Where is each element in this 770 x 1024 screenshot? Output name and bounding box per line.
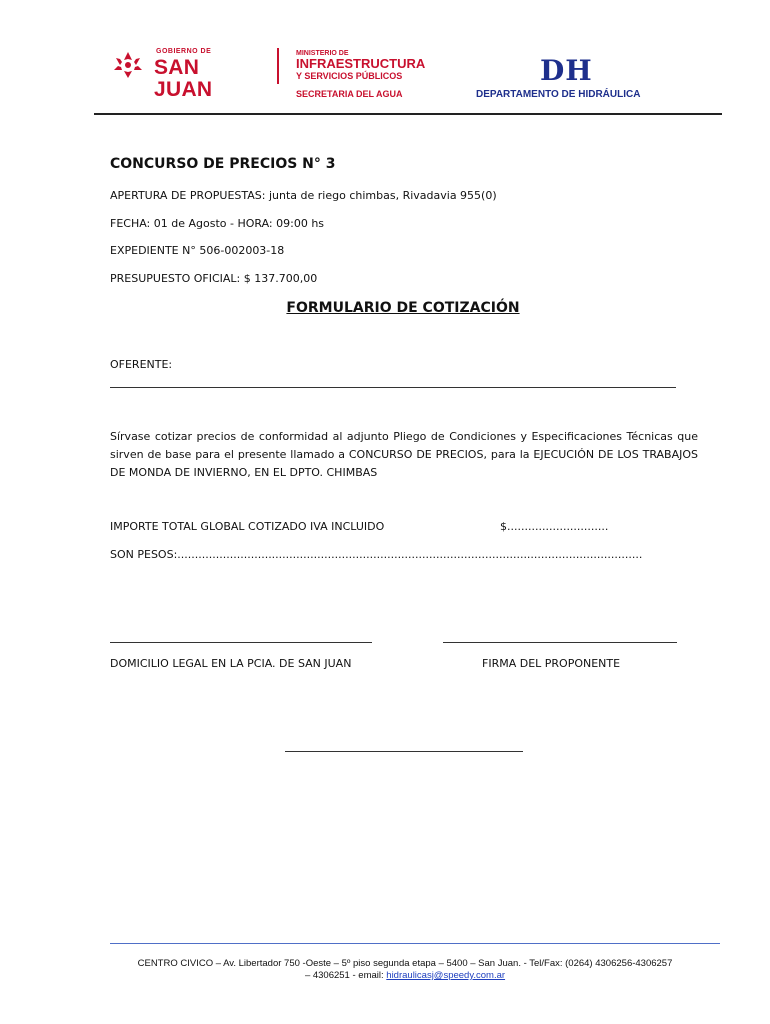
gobierno-big-text: SAN JUAN [154, 56, 213, 101]
header-separator [277, 48, 279, 84]
firma-signature-line [443, 642, 677, 643]
star-emblem-icon [110, 50, 146, 80]
ministerio-small-text: MINISTERIO DE [296, 50, 349, 57]
importe-label: IMPORTE TOTAL GLOBAL COTIZADO IVA INCLUIDO [110, 520, 385, 533]
ministerio-logo [296, 50, 425, 81]
form-title: FORMULARIO DE COTIZACIÓN [286, 300, 520, 316]
header-divider [94, 113, 722, 115]
expediente-line: EXPEDIENTE N° 506-002003-18 [110, 244, 285, 257]
footer-divider [110, 943, 720, 944]
footer-address [100, 958, 710, 982]
ministerio-big-text: INFRAESTRUCTURA [296, 56, 426, 71]
gobierno-logo [110, 46, 260, 101]
footer-line-1: CENTRO CIVICO – Av. Libertador 750 -Oeste – 5º piso segunda etapa – 5400 – San Juan. - Tel/Fax: (0264) 4306256-4306257 [137, 958, 673, 969]
ministerio-sub-text: Y SERVICIOS PÚBLICOS [296, 71, 403, 81]
fecha-line: FECHA: 01 de Agosto - HORA: 09:00 hs [110, 217, 325, 230]
presupuesto-line: PRESUPUESTO OFICIAL: $ 137.700,00 [110, 272, 318, 285]
son-pesos-line: SON PESOS:..................................................................................................................................... [110, 548, 643, 561]
instructions-paragraph: Sírvase cotizar precios de conformidad al adjunto Pliego de Condiciones y Especificaciones Técnicas que sirven de base para el presente llamado a CONCURSO DE PRECIOS, para la EJECUCIÓN DE LOS TRABAJOS DE MONDA DE INVIERNO, EN EL DPTO. CHIMBAS [110, 430, 698, 479]
dh-logo: DH [540, 54, 593, 87]
oferente-label: OFERENTE: [110, 358, 173, 371]
departamento-label: DEPARTAMENTO DE HIDRÁULICA [476, 89, 641, 100]
footer-line-2-prefix: – 4306251 - email: [304, 970, 387, 981]
domicilio-signature-line [110, 642, 372, 643]
secretaria-label: SECRETARIA DEL AGUA [296, 89, 403, 99]
document-title: CONCURSO DE PRECIOS N° 3 [110, 156, 336, 172]
oferente-line [110, 387, 676, 388]
bottom-signature-line [285, 751, 523, 752]
importe-value: $............................. [500, 520, 609, 533]
domicilio-label: DOMICILIO LEGAL EN LA PCIA. DE SAN JUAN [110, 657, 352, 670]
firma-label: FIRMA DEL PROPONENTE [482, 657, 621, 670]
gobierno-small-text: GOBIERNO DE [156, 48, 212, 55]
apertura-line: APERTURA DE PROPUESTAS: junta de riego chimbas, Rivadavia 955(0) [110, 189, 497, 202]
footer-email-link[interactable]: hidraulicasj@speedy.com.ar [386, 970, 506, 981]
footer-line-2 [100, 970, 710, 982]
